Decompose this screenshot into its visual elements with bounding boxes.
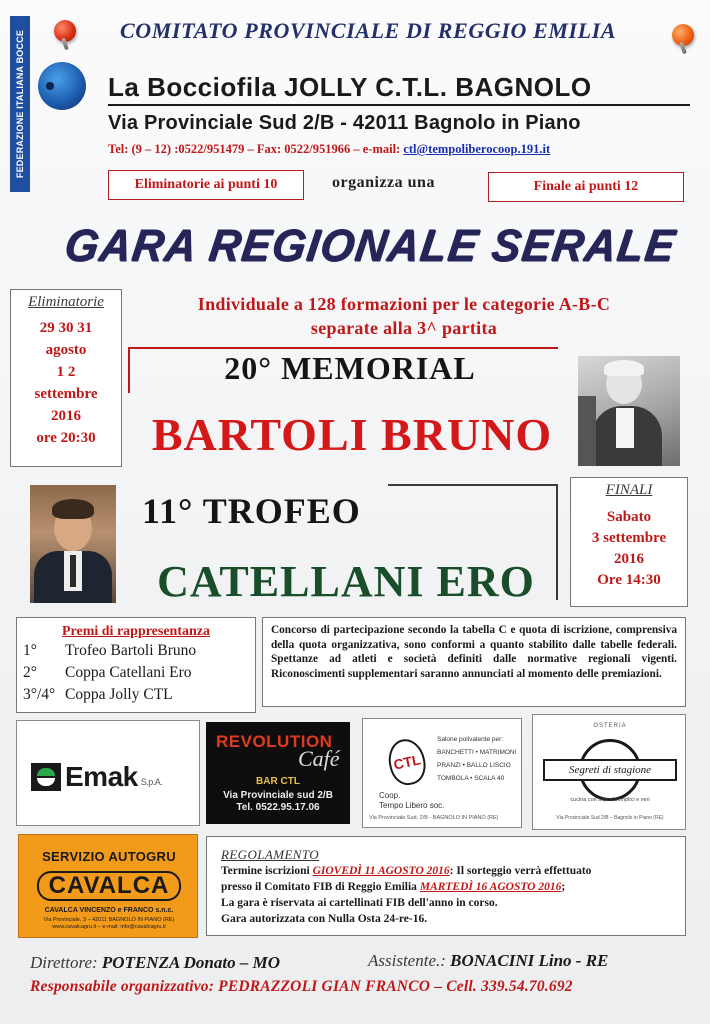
frame-line — [388, 484, 558, 486]
elim-line: 2016 — [51, 408, 81, 424]
coop-service-line: Salone polivalente per: — [437, 736, 504, 743]
elim-points-box: Eliminatorie ai punti 10 — [108, 170, 304, 200]
portrait-photo-catellani — [30, 485, 116, 603]
sponsor-cavalca — [18, 834, 198, 938]
frame-line — [128, 347, 558, 349]
regulations-title: REGOLAMENTO — [221, 847, 320, 862]
coop-footer: Via Provinciale Sud, 2/B - BAGNOLO IN PIANO (RE) — [369, 815, 499, 821]
elim-line: agosto — [45, 342, 87, 358]
revolution-tel: Tel. 0522.95.17.06 — [236, 802, 320, 813]
cavalca-company: CAVALCA VINCENZO e FRANCO s.n.c. — [44, 907, 174, 914]
finali-box — [570, 477, 688, 607]
revolution-address: Via Provinciale sud 2/B — [223, 790, 333, 801]
elim-line: ore 20:30 — [36, 430, 96, 446]
organizer-contact: Responsabile organizzativo: PEDRAZZOLI GIAN FRANCO – Cell. 339.54.70.692 — [30, 978, 573, 995]
regulations-box — [206, 836, 686, 936]
segreti-footer: Via Provinciale Sud 2/B – Bagnolo in Piano (RE) — [556, 815, 664, 821]
elim-line: 1 2 — [56, 364, 76, 380]
finali-line: 2016 — [614, 551, 644, 567]
regulations-line: Termine iscrizioni GIOVEDÌ 11 AGOSTO 2016: Il sorteggio verrà effettuato — [221, 865, 592, 877]
segreti-name: Segreti di stagione — [543, 759, 677, 781]
cavalca-service: SERVIZIO AUTOGRU — [42, 849, 176, 864]
eliminatorie-box — [10, 289, 122, 467]
organizza-text: organizza una — [332, 174, 435, 191]
prize-position: 3°/4° — [23, 686, 56, 703]
prize-row — [17, 662, 255, 684]
prize-name: Coppa Jolly CTL — [65, 686, 173, 703]
prizes-title: Premi di rappresentanza — [61, 624, 211, 639]
coop-name-line: Coop. — [379, 791, 401, 800]
coop-logo-icon: CTL — [385, 736, 430, 788]
regulations-line: presso il Comitato FIB di Reggio Emilia MARTEDÌ 16 AGOSTO 2016; — [221, 881, 566, 893]
regulations-line: La gara è riservata ai cartellinati FIB dell'anno in corso. — [221, 897, 498, 909]
club-name: La Bocciofila JOLLY C.T.L. BAGNOLO — [108, 72, 592, 102]
cavalca-details — [19, 917, 198, 931]
rules-summary-box: Concorso di partecipazione secondo la tabella C e quota di iscrizione, comprensiva della quota organizzativa, sono conformi a quanto stabilito dalle tabelle federali. Spettanze ad atleti e società definiti dalle normative regionali vigenti. Riconoscimenti supplementari saranno annunciati al momento delle premiazioni. — [262, 617, 686, 707]
final-points-box: Finale ai punti 12 — [488, 172, 684, 202]
frame-line — [128, 347, 130, 393]
trofeo-title: 11° TROFEO — [142, 491, 361, 531]
email-link[interactable]: ctl@tempoliberocoop.191.it — [403, 142, 551, 156]
segreti-tagline: cucina con sapori semplici e veri — [570, 797, 650, 803]
revolution-title: REVOLUTION — [216, 732, 333, 751]
revolution-bar: BAR CTL — [256, 776, 300, 787]
red-pushpin — [54, 20, 76, 42]
memorial-title: 20° MEMORIAL — [224, 350, 476, 386]
coop-service-line: PRANZI • BALLO LISCIO — [437, 762, 511, 769]
cavalca-detail-line: Via Provinciale, 3 – 42011 BAGNOLO IN PIANO (RE) — [43, 917, 175, 923]
prize-name: Coppa Catellani Ero — [65, 664, 192, 681]
event-title: GARA REGIONALE SERALE — [61, 220, 679, 272]
coop-service-line: BANCHETTI • MATRIMONI — [437, 749, 517, 756]
prize-position: 2° — [23, 664, 37, 681]
emak-mark-icon — [31, 763, 61, 791]
cavalca-detail-line: www.cavalcagru.it – e-mail: info@cavalcagru.it — [52, 924, 166, 930]
prize-row — [17, 684, 255, 706]
segreti-top: OSTERIA — [593, 723, 627, 729]
eliminatorie-dates — [11, 317, 121, 449]
elim-line: settembre — [34, 386, 98, 402]
club-contact: Tel: (9 – 12) :0522/951479 – Fax: 0522/951966 – e-mail: ctl@tempoliberocoop.191.it — [108, 142, 551, 156]
coop-service-line: TOMBOLA • SCALA 40 — [437, 775, 505, 782]
trofeo-name: CATELLANI ERO — [157, 557, 535, 606]
elim-line: 29 30 31 — [39, 320, 93, 336]
emak-suffix: S.p.A. — [140, 777, 163, 787]
club-address: Via Provinciale Sud 2/B - 42011 Bagnolo in Piano — [108, 112, 581, 134]
finali-line: 3 settembre — [591, 530, 667, 546]
prize-position: 1° — [23, 642, 37, 659]
revolution-cafe: Café — [298, 746, 340, 771]
finali-title: FINALI — [605, 482, 653, 498]
memorial-name: BARTOLI BRUNO — [151, 409, 553, 460]
emak-logo — [31, 761, 162, 793]
federation-bar: FEDERAZIONE ITALIANA BOCCE — [10, 16, 30, 192]
prizes-box — [16, 617, 256, 713]
finali-line: Sabato — [606, 509, 652, 525]
finali-dates — [571, 507, 687, 591]
regulations-line: Gara autorizzata con Nulla Osta 24-re-16. — [221, 913, 428, 925]
sponsor-revolution-cafe — [206, 722, 350, 824]
sponsor-emak — [16, 720, 200, 826]
event-description — [130, 292, 678, 340]
sponsor-coop-tempo-libero — [362, 718, 522, 828]
cavalca-name: CAVALCA — [37, 871, 181, 901]
committee-title: COMITATO PROVINCIALE DI REGGIO EMILIA — [120, 18, 617, 43]
portrait-photo-bartoli — [578, 356, 680, 466]
eliminatorie-title: Eliminatorie — [28, 294, 104, 310]
director: Direttore: POTENZA Donato – MO — [30, 953, 280, 972]
event-line: Individuale a 128 formazioni per le categorie A-B-C — [197, 294, 611, 314]
prize-name: Trofeo Bartoli Bruno — [65, 642, 197, 659]
coop-name-line: Tempo Libero soc. — [379, 801, 445, 810]
sponsor-segreti-di-stagione — [532, 714, 686, 830]
frame-line — [556, 484, 558, 600]
assistant: Assistente.: BONACINI Lino - RE — [368, 951, 609, 970]
finali-line: Ore 14:30 — [597, 572, 661, 588]
fib-logo-ball — [38, 62, 86, 110]
coop-services — [437, 733, 516, 785]
coop-name — [379, 791, 444, 811]
prize-row — [17, 640, 255, 662]
event-line: separate alla 3^ partita — [310, 318, 498, 338]
divider — [108, 104, 690, 106]
emak-name: Emak — [65, 761, 138, 792]
